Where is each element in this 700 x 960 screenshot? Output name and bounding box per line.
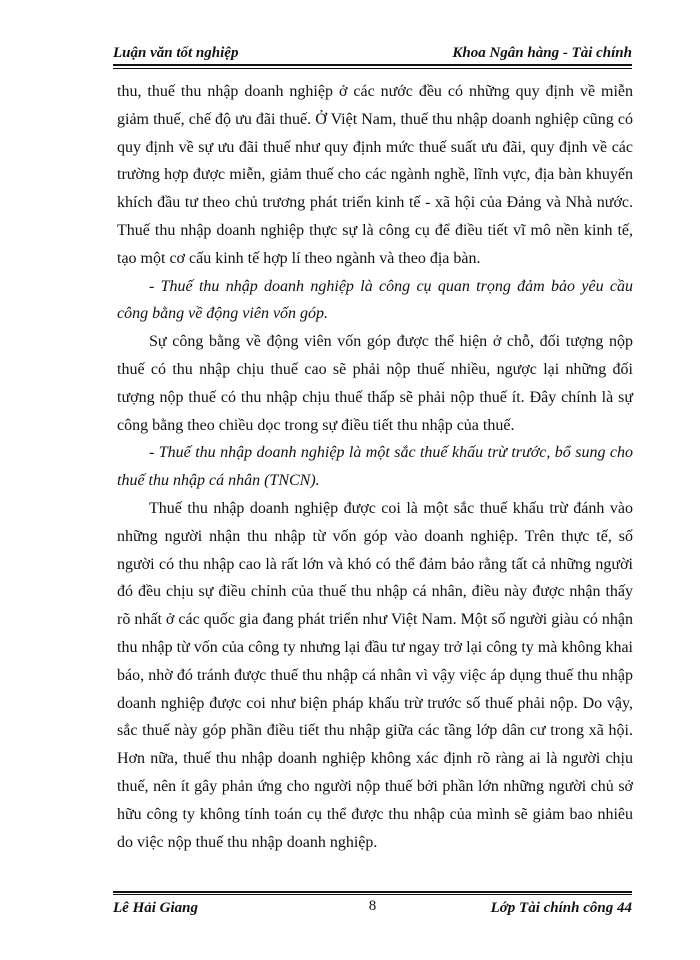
header-faculty-label: Khoa Ngân hàng - Tài chính (452, 45, 632, 61)
page-header (113, 40, 632, 66)
page-number: 8 (368, 898, 377, 914)
footer-author: Lê Hải Giang (113, 900, 198, 916)
page-footer (113, 894, 632, 917)
footer-class: Lớp Tài chính công 44 (490, 900, 632, 916)
paragraph-5: Thuế thu nhập doanh nghiệp được coi là một sắc thuế khấu trừ đánh vào những người nhận thu nhập từ vốn góp vào doanh nghiệp. Trên thực tế, số người có thu nhập cao là rất lớn và khó có thể đảm bảo rằng tất cả những người đó đều chịu sự điều chỉnh của thuế thu nhập cá nhân, điều này được nhận thấy rõ nhất ở các quốc gia đang phát triển như Việt Nam. Một số người giàu có nhận thu nhập từ vốn của công ty nhưng lại đầu tư ngay trở lại công ty mà không khai báo, nhờ đó tránh được thuế thu nhập cá nhân vì vậy việc áp dụng thuế thu nhập doanh nghiệp được coi như biện pháp khấu trừ trước số thuế phải nộp. Do vậy, sắc thuế này góp phần điều tiết thu nhập giữa các tầng lớp dân cư trong xã hội. Hơn nữa, thuế thu nhập doanh nghiệp không xác định rõ ràng ai là người chịu thuế, nên ít gây phản ứng cho người nộp thuế bởi phần lớn những người chủ sở hữu công ty không tính toán cụ thể được thu nhập của mình sẽ giảm bao nhiêu do việc nộp thuế thu nhập doanh nghiệp. (117, 499, 633, 851)
paragraph-4-italic-heading: - Thuế thu nhập doanh nghiệp là một sắc thuế khấu trừ trước, bổ sung cho thuế thu nhập cá nhân (TNCN). (117, 444, 633, 490)
header-thesis-label: Luận văn tốt nghiệp (113, 45, 239, 61)
paragraph-2-italic-heading: - Thuế thu nhập doanh nghiệp là công cụ quan trọng đảm bảo yêu cầu công bằng về động viên vốn góp. (117, 277, 633, 323)
document-body (117, 78, 633, 856)
paragraph-3: Sự công bằng về động viên vốn góp được thể hiện ở chỗ, đối tượng nộp thuế có thu nhập chịu thuế cao sẽ phải nộp thuế nhiều, ngược lại những đối tượng nộp thuế có thu nhập chịu thuế thấp sẽ phải nộp thuế ít. Đây chính là sự công bằng theo chiều dọc trong sự điều tiết thu nhập của thuế. (117, 333, 633, 434)
paragraph-1: thu, thuế thu nhập doanh nghiệp ở các nước đều có những quy định về miễn giảm thuế, chế độ ưu đãi thuế. Ở Việt Nam, thuế thu nhập doanh nghiệp cũng có quy định về sự ưu đãi thuế như quy định mức thuế suất ưu đãi, quy định về các trường hợp được miễn, giảm thuế cho các ngành nghề, lĩnh vực, địa bàn khuyến khích đầu tư theo chủ trương phát triển kinh tế - xã hội của Đảng và Nhà nước. Thuế thu nhập doanh nghiệp thực sự là công cụ để điều tiết vĩ mô nền kinh tế, tạo một cơ cấu kinh tế hợp lí theo ngành và theo địa bàn. (117, 83, 633, 267)
